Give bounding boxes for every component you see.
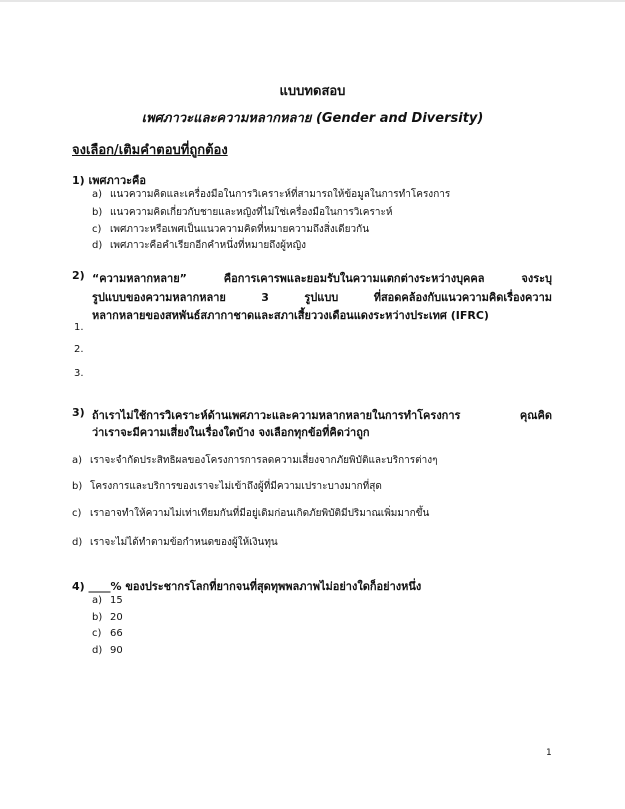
- q3-option-c[interactable]: [72, 506, 429, 521]
- option-label: a): [92, 595, 103, 606]
- instruction-heading: จงเลือก/เติมคำตอบที่ถูกต้อง: [72, 143, 228, 158]
- option-text: 20: [110, 612, 123, 623]
- q4-option-b[interactable]: [92, 612, 123, 623]
- option-text: เพศภาวะคือคำเรียกอีกคำหนึ่งที่หมายถึงผู้หญิง: [110, 240, 306, 251]
- page-subtitle: เพศภาวะและความหลากหลาย (Gender and Diversity): [141, 111, 484, 126]
- q2-answer-2[interactable]: 2.: [74, 344, 84, 355]
- option-label: b): [92, 612, 103, 623]
- option-label: b): [92, 207, 103, 218]
- option-label: c): [92, 628, 102, 639]
- q2-answer-3[interactable]: 3.: [74, 368, 84, 379]
- q1-option-b[interactable]: [92, 205, 392, 220]
- q1-option-d[interactable]: [92, 238, 306, 253]
- q1-number: 1): [72, 174, 85, 187]
- q3-line-1: ถ้าเราไม่ใช้การวิเคราะห์ด้านเพศภาวะและความหลากหลายในการทำโครงการ คุณคิด: [92, 409, 552, 422]
- option-text: เราจะไม่ได้ทำตามข้อกำหนดของผู้ให้เงินทุน: [90, 537, 278, 548]
- option-text: 66: [110, 628, 123, 639]
- page-title: แบบทดสอบ: [279, 84, 346, 99]
- option-label: a): [92, 189, 103, 200]
- q2-number: 2): [72, 269, 85, 282]
- q3-line-2: ว่าเราจะมีความเสี่ยงในเรื่องใดบ้าง จงเลือกทุกข้อที่คิดว่าถูก: [92, 426, 370, 439]
- option-text: เราอาจทำให้ความไม่เท่าเทียมกันที่มีอยู่เดิมก่อนเกิดภัยพิบัติมีปริมาณเพิ่มมากขึ้น: [90, 508, 430, 519]
- q3-option-d[interactable]: [72, 535, 278, 550]
- q2-answer-1[interactable]: 1.: [74, 322, 84, 333]
- option-text: เพศภาวะหรือเพศเป็นแนวความคิดที่หมายความถึงสิ่งเดียวกัน: [110, 224, 370, 235]
- q3-number: 3): [72, 406, 85, 419]
- option-label: c): [92, 224, 102, 235]
- q1-text: เพศภาวะคือ: [88, 174, 147, 187]
- option-text: แนวความคิดเกี่ยวกับชายและหญิงที่ไม่ใช่เครื่องมือในการวิเคราะห์: [110, 207, 393, 218]
- option-text: 90: [110, 645, 123, 656]
- q4-option-c[interactable]: [92, 628, 123, 639]
- q4-option-a[interactable]: [92, 595, 123, 606]
- q2-line-2: รูปแบบของความหลากหลาย 3 รูปแบบ ที่สอดคล้องกับแนวความคิดเรื่องความ: [92, 291, 552, 304]
- q3-option-a[interactable]: [72, 453, 438, 468]
- option-label: c): [72, 508, 82, 519]
- option-text: โครงการและบริการของเราจะไม่เข้าถึงผู้ที่มีความเปราะบางมากที่สุด: [90, 481, 382, 492]
- q4-option-d[interactable]: [92, 645, 123, 656]
- q1-option-c[interactable]: [92, 222, 369, 237]
- option-label: a): [72, 455, 83, 466]
- option-text: 15: [110, 595, 123, 606]
- page-number: 1: [546, 748, 552, 758]
- option-label: d): [92, 645, 103, 656]
- q2-line-3: หลากหลายของสหพันธ์สภากาชาดและสภาเสี้ยววงเดือนแดงระหว่างประเทศ (IFRC): [92, 309, 489, 322]
- option-text: เราจะจำกัดประสิทธิผลของโครงการการลดความเสี่ยงจากภัยพิบัติและบริการต่างๆ: [90, 455, 438, 466]
- q1-option-a[interactable]: [92, 187, 450, 202]
- q2-line-1: “ความหลากหลาย” คือการเคารพและยอมรับในความแตกต่างระหว่างบุคคล จงระบุ: [92, 272, 552, 285]
- q4-number: 4): [72, 580, 85, 593]
- q3-option-b[interactable]: [72, 479, 382, 494]
- option-label: d): [92, 240, 103, 251]
- q4-text: ____% ของประชากรโลกที่ยากจนที่สุดทุพพลภาพไม่อย่างใดก็อย่างหนึ่ง: [88, 580, 422, 593]
- option-label: d): [72, 537, 83, 548]
- option-label: b): [72, 481, 83, 492]
- q4-heading: [72, 577, 421, 595]
- option-text: แนวความคิดและเครื่องมือในการวิเคราะห์ที่สามารถให้ข้อมูลในการทำโครงการ: [110, 189, 451, 200]
